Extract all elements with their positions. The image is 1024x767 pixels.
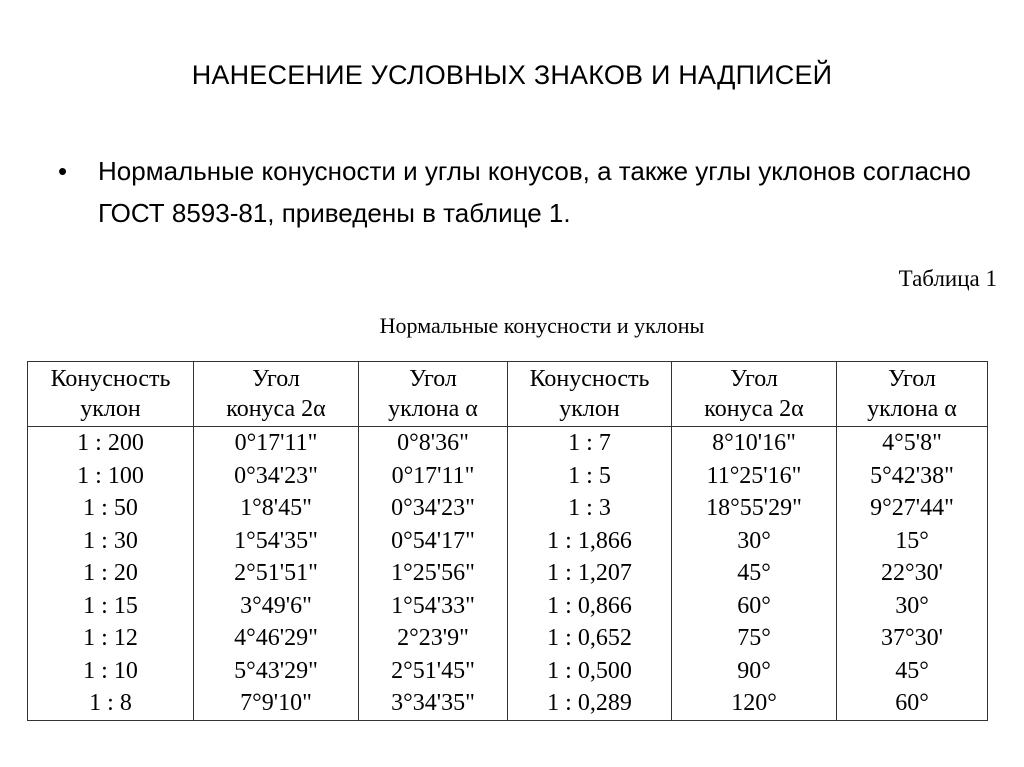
table-cell: 45° <box>672 557 837 590</box>
table-cell: 1 : 15 <box>28 590 194 623</box>
table-cell: 0°34'23" <box>194 460 359 493</box>
table-cell: 1°8'45" <box>194 492 359 525</box>
table-cell: 15° <box>837 525 988 558</box>
table-cell: 18°55'29" <box>672 492 837 525</box>
table-cell: 4°46'29" <box>194 622 359 655</box>
table-cell: 3°34'35" <box>359 687 508 720</box>
table-cell: 5°42'38" <box>837 460 988 493</box>
table-caption: Таблица 1 <box>898 266 997 291</box>
table-cell: 0°34'23" <box>359 492 508 525</box>
table-cell: 1 : 7 <box>508 427 672 460</box>
table-cell: 2°51'45" <box>359 655 508 688</box>
table-cell: 2°23'9" <box>359 622 508 655</box>
table-cell: 1 : 12 <box>28 622 194 655</box>
table-cell: 1 : 0,866 <box>508 590 672 623</box>
table-cell: 1°54'33" <box>359 590 508 623</box>
table-cell: 1 : 1,207 <box>508 557 672 590</box>
table-cell: 1 : 20 <box>28 557 194 590</box>
table-cell: 5°43'29" <box>194 655 359 688</box>
table-cell: 0°17'11" <box>194 427 359 460</box>
column-header-line: конуса 2α <box>704 396 804 422</box>
slide-title: НАНЕСЕНИЕ УСЛОВНЫХ ЗНАКОВ И НАДПИСЕЙ <box>191 60 833 90</box>
table-body <box>28 427 988 721</box>
column-header <box>194 362 359 427</box>
table-cell: 90° <box>672 655 837 688</box>
column-header-line: уклона α <box>388 396 478 422</box>
column-header-line: Конусность <box>50 366 171 392</box>
table-cell: 1 : 50 <box>28 492 194 525</box>
table-cell: 120° <box>672 687 837 720</box>
column-header-line: уклон <box>559 396 620 422</box>
table-cell: 2°51'51" <box>194 557 359 590</box>
taper-table <box>27 361 988 721</box>
table-cell: 4°5'8" <box>837 427 988 460</box>
column-header-line: Конусность <box>529 366 650 392</box>
table-cell: 45° <box>837 655 988 688</box>
table-cell: 1 : 0,500 <box>508 655 672 688</box>
table-cell: 1 : 5 <box>508 460 672 493</box>
table-cell: 1 : 3 <box>508 492 672 525</box>
table-row <box>28 655 988 688</box>
column-header-line: Угол <box>252 366 300 392</box>
table-row <box>28 557 988 590</box>
table-cell: 0°17'11" <box>359 460 508 493</box>
table-cell: 30° <box>837 590 988 623</box>
table-cell: 11°25'16" <box>672 460 837 493</box>
table-cell: 0°8'36" <box>359 427 508 460</box>
table-row <box>28 590 988 623</box>
table-cell: 75° <box>672 622 837 655</box>
column-header <box>837 362 988 427</box>
column-header-line: Угол <box>409 366 457 392</box>
bullet-item <box>58 150 978 234</box>
table-cell: 1 : 0,652 <box>508 622 672 655</box>
table-cell: 3°49'6" <box>194 590 359 623</box>
table-cell: 1°25'56" <box>359 557 508 590</box>
table-cell: 0°54'17" <box>359 525 508 558</box>
table-cell: 30° <box>672 525 837 558</box>
column-header-line: конуса 2α <box>226 396 326 422</box>
table-cell: 8°10'16" <box>672 427 837 460</box>
table-cell: 1 : 100 <box>28 460 194 493</box>
table-cell: 1 : 30 <box>28 525 194 558</box>
table-title: Нормальные конусности и уклоны <box>379 313 705 338</box>
table-cell: 60° <box>672 590 837 623</box>
table-cell: 1°54'35" <box>194 525 359 558</box>
table-row <box>28 492 988 525</box>
column-header <box>508 362 672 427</box>
table-cell: 1 : 10 <box>28 655 194 688</box>
bullet-text: Нормальные конусности и углы конусов, а также углы уклонов согласно ГОСТ 8593-81, приведены в таблице 1. <box>98 156 971 228</box>
table-cell: 1 : 0,289 <box>508 687 672 720</box>
table-cell: 60° <box>837 687 988 720</box>
table-row <box>28 687 988 720</box>
table-header-row <box>28 362 988 427</box>
table-cell: 7°9'10" <box>194 687 359 720</box>
table-row <box>28 525 988 558</box>
column-header-line: уклона α <box>867 396 957 422</box>
table-cell: 1 : 200 <box>28 427 194 460</box>
column-header-line: Угол <box>730 366 778 392</box>
column-header <box>672 362 837 427</box>
table-row <box>28 460 988 493</box>
bullet-marker: • <box>58 156 68 186</box>
table-row <box>28 622 988 655</box>
table-row <box>28 427 988 460</box>
column-header <box>28 362 194 427</box>
table-cell: 9°27'44" <box>837 492 988 525</box>
table-cell: 1 : 8 <box>28 687 194 720</box>
table-cell: 1 : 1,866 <box>508 525 672 558</box>
column-header-line: уклон <box>80 396 141 422</box>
column-header-line: Угол <box>888 366 936 392</box>
column-header <box>359 362 508 427</box>
table-cell: 37°30' <box>837 622 988 655</box>
table-cell: 22°30' <box>837 557 988 590</box>
